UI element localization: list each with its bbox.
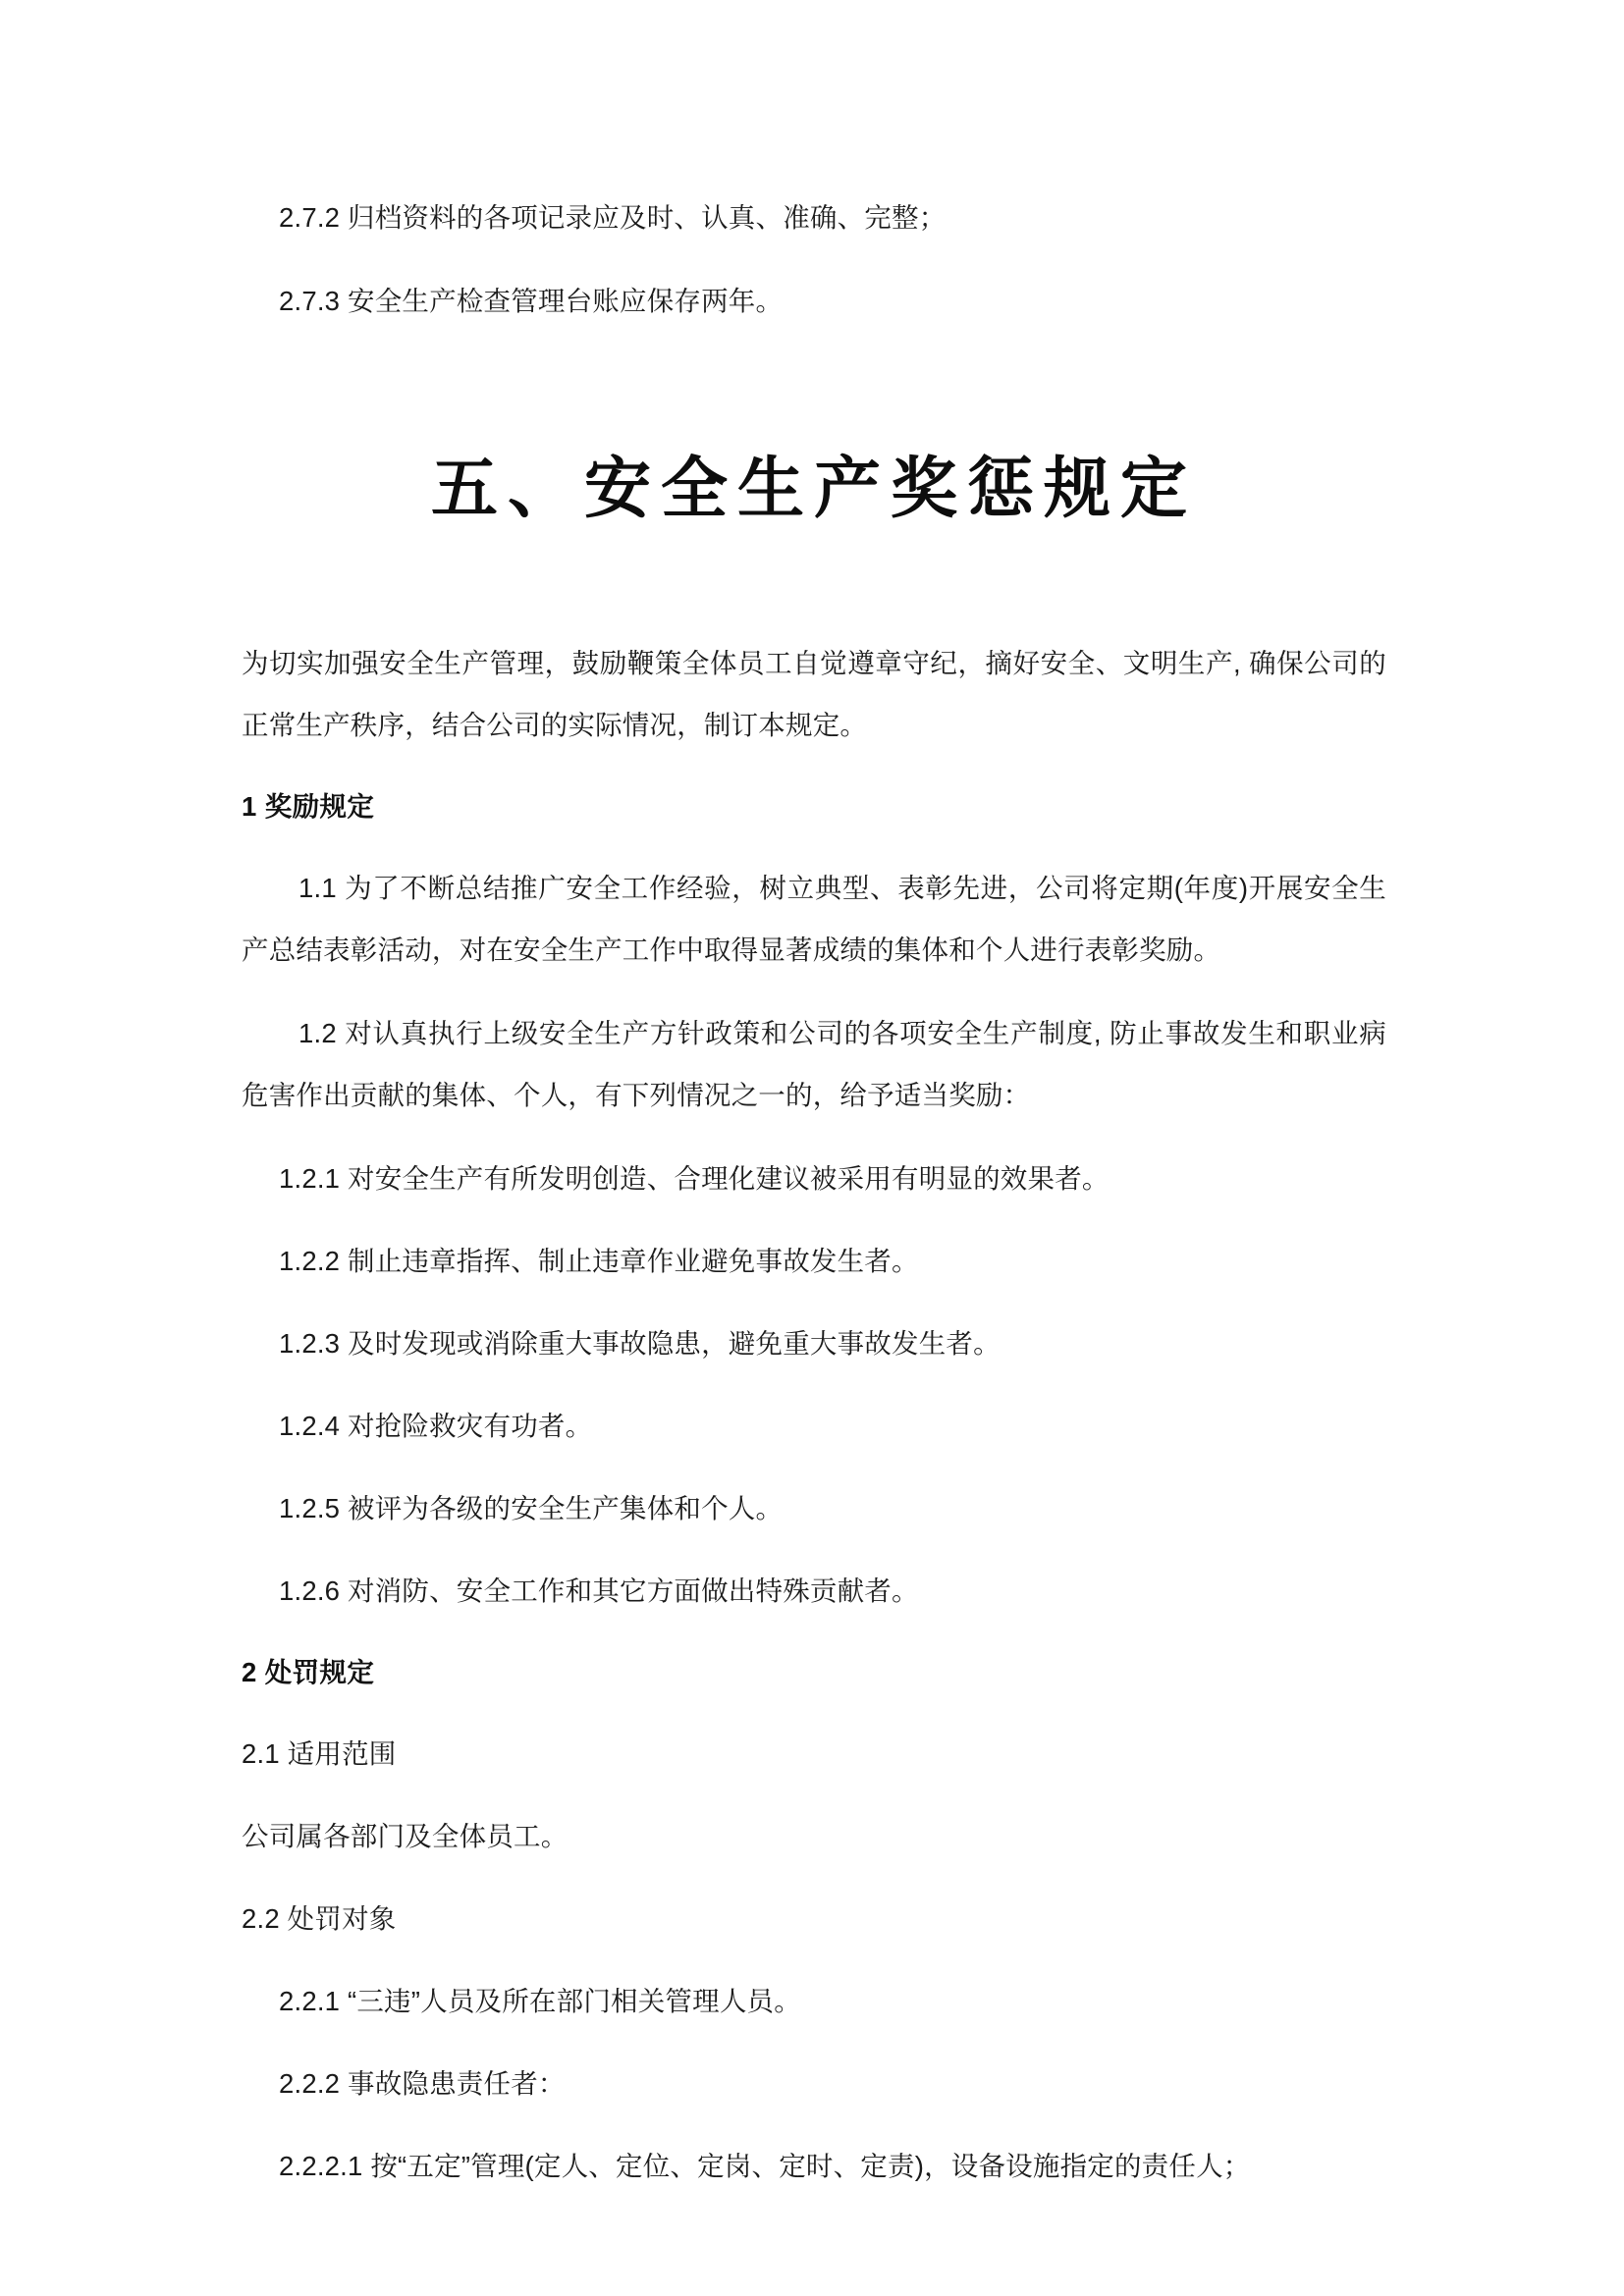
spacer-5 [242,1539,1386,1560]
spacer-after-section-1-heading [242,837,1386,857]
clause-2-7-2: 2.7.2 归档资料的各项记录应及时、认真、准确、完整； [279,202,947,233]
clause-1-1: 1.1 为了不断总结推广安全工作经验，树立典型、表彰先进，公司将定期(年度)开展安全生产总结表彰活动，对在安全生产工作中取得显著成绩的集体和个人进行表彰奖励。 [242,873,1386,965]
clause-1-2-4: 1.2.4 对抢险救灾有功者。 [279,1411,593,1441]
spacer-after-1-2 [242,1126,1386,1148]
clause-1-2: 1.2 对认真执行上级安全生产方针政策和公司的各项安全生产制度, 防止事故发生和职业病危害作出贡献的集体、个人，有下列情况之一的，给予适当奖励： [242,1018,1386,1110]
spacer-9 [242,2032,1386,2053]
spacer-after-title [242,531,1386,632]
spacer-10 [242,2114,1386,2135]
section-heading-2: 2 处罚规定 [242,1657,375,1687]
spacer-3 [242,1374,1386,1395]
spacer-after-1-1 [242,981,1386,1002]
spacer-after-section-2-heading [242,1703,1386,1723]
spacer-after-272 [242,248,1386,270]
spacer-7 [242,1867,1386,1888]
clause-1-2-3: 1.2.3 及时发现或消除重大事故隐患，避免重大事故发生者。 [279,1328,1001,1359]
clause-2-2-1: 2.2.1 “三违”人员及所在部门相关管理人员。 [279,1986,801,2016]
clause-2-7-3: 2.7.3 安全生产检查管理台账应保存两年。 [279,286,784,316]
clause-1-2-1: 1.2.1 对安全生产有所发明创造、合理化建议被采用有明显的效果者。 [279,1163,1110,1194]
clause-2-2-2-1: 2.2.2.1 按“五定”管理(定人、定位、定岗、定时、定责)，设备设施指定的责任人； [279,2151,1251,2181]
clause-2-1-heading: 2.1 适用范围 [242,1738,397,1769]
spacer-2 [242,1292,1386,1312]
clause-2-1-body: 公司属各部门及全体员工。 [242,1821,568,1851]
clause-1-2-6: 1.2.6 对消防、安全工作和其它方面做出特殊贡献者。 [279,1575,919,1606]
spacer-8 [242,1949,1386,1970]
document-content [242,0,1386,2197]
spacer-before-section-1 [242,756,1386,775]
clause-2-2-2: 2.2.2 事故隐患责任者： [279,2068,566,2099]
spacer-before-section-2 [242,1622,1386,1641]
spacer-4 [242,1457,1386,1477]
spacer-6 [242,1785,1386,1805]
section-heading-1: 1 奖励规定 [242,791,375,822]
intro-paragraph: 为切实加强安全生产管理，鼓励鞭策全体员工自觉遵章守纪，摘好安全、文明生产, 确保公司的正常生产秩序，结合公司的实际情况，制订本规定。 [242,648,1386,740]
clause-1-2-2: 1.2.2 制止违章指挥、制止违章作业避免事故发生者。 [279,1246,919,1276]
page-title: 五、安全生产奖惩规定 [430,452,1197,526]
clause-1-2-5: 1.2.5 被评为各级的安全生产集体和个人。 [279,1493,784,1523]
spacer-before-title [242,332,1386,448]
spacer-1 [242,1209,1386,1230]
top-spacer [242,0,1386,187]
clause-2-2-heading: 2.2 处罚对象 [242,1903,397,1934]
